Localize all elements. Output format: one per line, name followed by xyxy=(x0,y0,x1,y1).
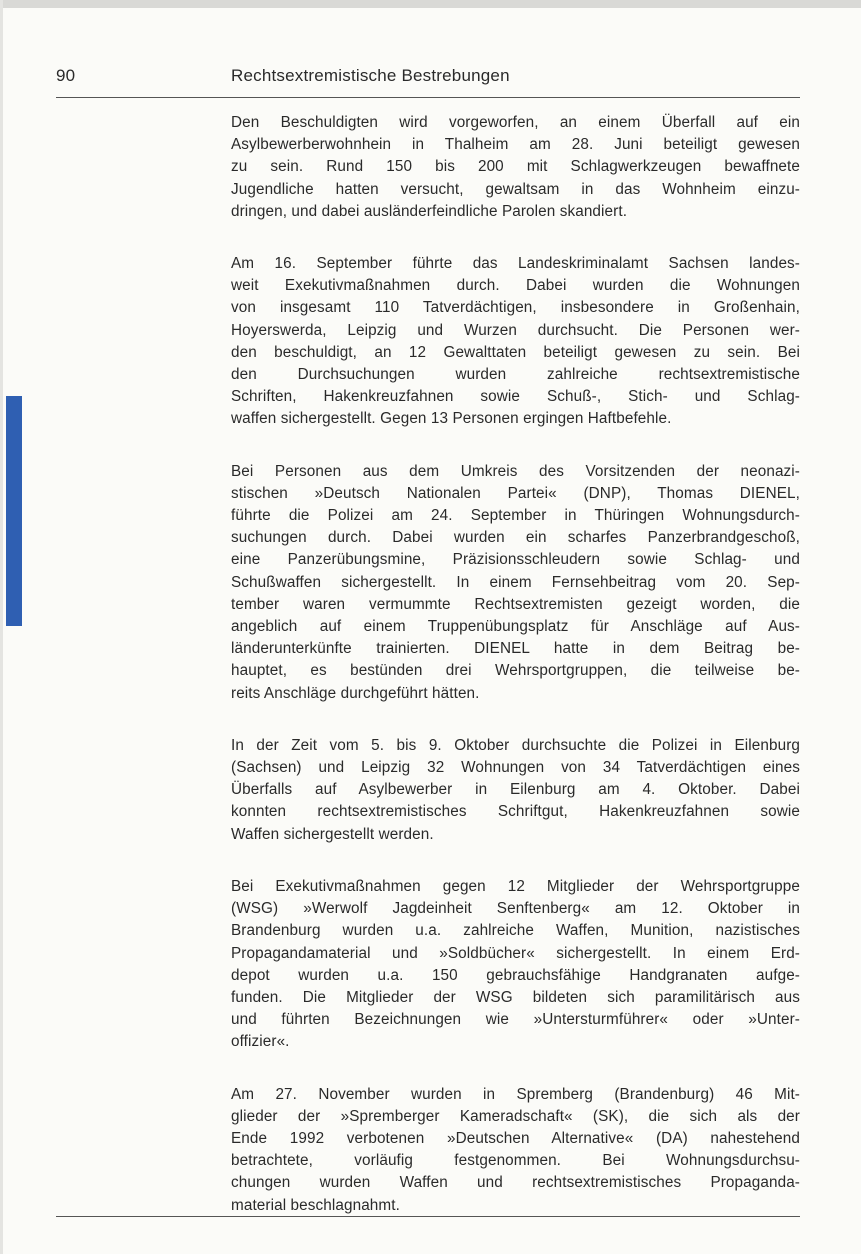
text-line: In der Zeit vom 5. bis 9. Oktober durchsuchte die Polizei in Eilenburg xyxy=(231,736,800,754)
header-rule xyxy=(56,97,800,98)
text-line: Bei Personen aus dem Umkreis des Vorsitzenden der neonazi- xyxy=(231,462,800,480)
text-line: dringen, und dabei ausländerfeindliche Parolen skandiert. xyxy=(231,202,628,220)
text-line: depot wurden u.a. 150 gebrauchsfähige Handgranaten aufge- xyxy=(231,966,800,984)
text-line: tember waren vermummte Rechtsextremisten gezeigt worden, die xyxy=(231,595,800,613)
text-line: betrachtete, vorläufig festgenommen. Bei Wohnungsdurchsu- xyxy=(231,1152,800,1170)
text-line: Am 16. September führte das Landeskriminalamt Sachsen landes- xyxy=(231,255,800,273)
body-text xyxy=(231,112,800,1247)
text-line: (WSG) »Werwolf Jagdeinheit Senftenberg« am 12. Oktober in xyxy=(231,900,800,918)
text-line: länderunterkünfte trainierten. DIENEL hatte in dem Beitrag be- xyxy=(231,640,800,658)
text-line: von insgesamt 110 Tatverdächtigen, insbesondere in Großenhain, xyxy=(231,299,800,317)
text-line: Den Beschuldigten wird vorgeworfen, an einem Überfall auf ein xyxy=(231,114,800,131)
running-head: Rechtsextremistische Bestrebungen xyxy=(231,66,510,85)
text-line: Hoyerswerda, Leipzig und Wurzen durchsucht. Die Personen wer- xyxy=(231,321,800,339)
text-line: Propagandamaterial und »Soldbücher« sichergestellt. In einem Erd- xyxy=(231,944,800,962)
text-line: (Sachsen) und Leipzig 32 Wohnungen von 34 Tatverdächtigen eines xyxy=(231,759,800,777)
text-line: eine Panzerübungsmine, Präzisionsschleudern sowie Schlag- und xyxy=(231,551,800,569)
page-number: 90 xyxy=(56,66,76,85)
text-line: stischen »Deutsch Nationalen Partei« (DNP), Thomas DIENEL, xyxy=(231,484,800,502)
text-line: suchungen durch. Dabei wurden ein scharfes Panzerbrandgeschoß, xyxy=(231,529,800,547)
paragraph-2 xyxy=(231,253,800,431)
text-line: Brandenburg wurden u.a. zahlreiche Waffen, Munition, nazistisches xyxy=(231,922,800,940)
text-line: angeblich auf einem Truppenübungsplatz für Anschläge auf Aus- xyxy=(231,618,800,636)
text-line: waffen sichergestellt. Gegen 13 Personen ergingen Haftbefehle. xyxy=(231,410,672,428)
text-line: hauptet, es bestünden drei Wehrsportgruppen, die teilweise be- xyxy=(231,662,800,680)
text-line: chungen wurden Waffen und rechtsextremistisches Propaganda- xyxy=(231,1174,800,1192)
text-line: und führten Bezeichnungen wie »Untersturmführer« oder »Unter- xyxy=(231,1011,800,1029)
paragraph-5 xyxy=(231,876,800,1054)
paragraph-6 xyxy=(231,1084,800,1217)
text-line: glieder der »Spremberger Kameradschaft« (SK), die sich als der xyxy=(231,1107,800,1125)
text-line: Ende 1992 verbotenen »Deutschen Alternative« (DA) nahestehend xyxy=(231,1129,800,1147)
text-line: Überfalls auf Asylbewerber in Eilenburg am 4. Oktober. Dabei xyxy=(231,781,800,799)
margin-marker-bar xyxy=(6,396,22,626)
text-line: den beschuldigt, an 12 Gewalttaten beteiligt gewesen zu sein. Bei xyxy=(231,343,800,361)
text-line: weit Exekutivmaßnahmen durch. Dabei wurden die Wohnungen xyxy=(231,277,800,295)
text-line: offizier«. xyxy=(231,1033,290,1051)
text-line: Am 27. November wurden in Spremberg (Brandenburg) 46 Mit- xyxy=(231,1085,800,1103)
scan-top-shadow xyxy=(0,0,861,8)
text-line: konnten rechtsextremistisches Schriftgut, Hakenkreuzfahnen sowie xyxy=(231,803,800,821)
text-line: Waffen sichergestellt werden. xyxy=(231,825,434,843)
paragraph-3 xyxy=(231,461,800,705)
footer-rule xyxy=(56,1216,800,1217)
paragraph-4 xyxy=(231,735,800,846)
paragraph-1 xyxy=(231,112,800,223)
text-line: material beschlagnahmt. xyxy=(231,1196,400,1214)
text-line: funden. Die Mitglieder der WSG bildeten sich paramilitärisch aus xyxy=(231,988,800,1006)
text-line: Jugendliche hatten versucht, gewaltsam in das Wohnheim einzu- xyxy=(231,180,800,198)
text-line: Schriften, Hakenkreuzfahnen sowie Schuß-, Stich- und Schlag- xyxy=(231,388,800,406)
text-line: Asylbewerberwohnhein in Thalheim am 28. Juni beteiligt gewesen xyxy=(231,136,800,154)
text-line: Schußwaffen sichergestellt. In einem Fernsehbeitrag vom 20. Sep- xyxy=(231,573,800,591)
scan-left-edge xyxy=(0,0,3,1254)
text-line: zu sein. Rund 150 bis 200 mit Schlagwerkzeugen bewaffnete xyxy=(231,158,800,176)
text-line: den Durchsuchungen wurden zahlreiche rechtsextremistische xyxy=(231,366,800,384)
text-line: reits Anschläge durchgeführt hätten. xyxy=(231,684,480,702)
text-line: führte die Polizei am 24. September in Thüringen Wohnungsdurch- xyxy=(231,507,800,525)
text-line: Bei Exekutivmaßnahmen gegen 12 Mitglieder der Wehrsportgruppe xyxy=(231,877,800,895)
